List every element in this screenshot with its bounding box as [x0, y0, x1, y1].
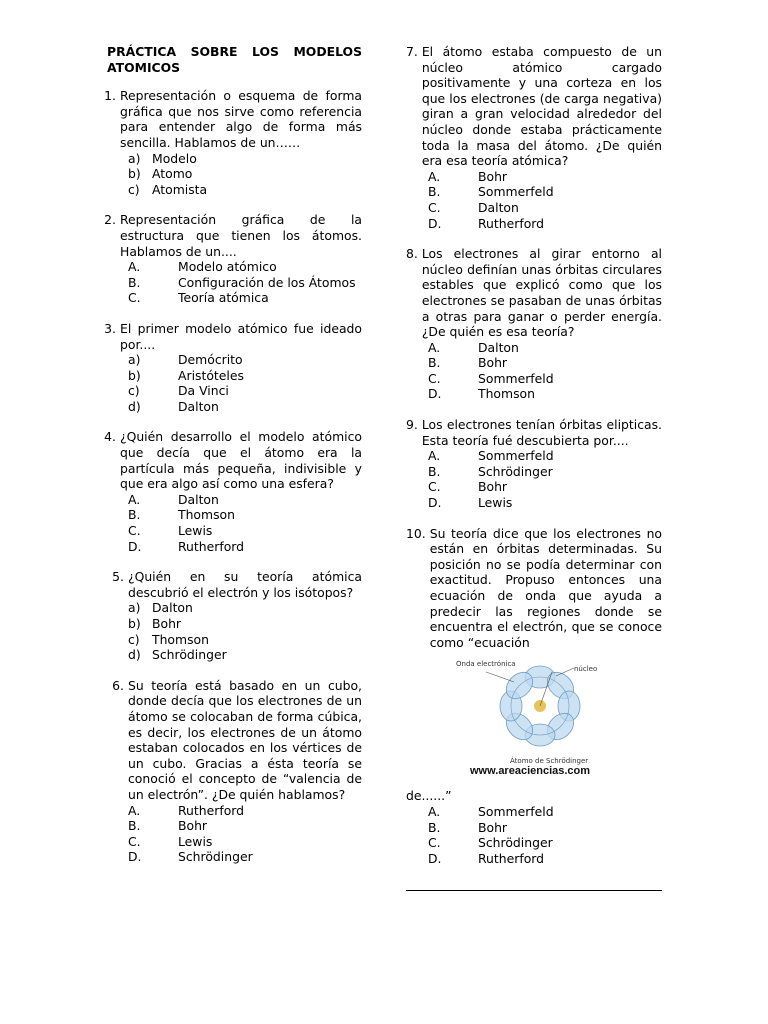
answer-options	[96, 352, 362, 414]
answer-option	[406, 448, 662, 464]
answer-option	[406, 835, 662, 851]
option-value: Thomson	[478, 386, 535, 402]
option-key: B.	[128, 818, 141, 834]
option-value: Schrödinger	[178, 849, 253, 865]
question-text: ¿Quién en su teoría atómica descubrió el electrón y los isótopos?	[128, 569, 362, 600]
answer-options	[96, 259, 362, 306]
answer-option	[96, 290, 362, 306]
label-onda: Onda electrónica	[456, 660, 516, 669]
option-value: Bohr	[478, 168, 508, 184]
bottom-rule	[406, 890, 662, 891]
answer-option	[96, 647, 362, 663]
option-value: Aristóteles	[178, 367, 244, 383]
answer-options	[406, 804, 662, 866]
answer-option	[96, 539, 362, 555]
option-value: Bohr	[478, 355, 508, 371]
option-key: A.	[428, 168, 441, 184]
option-value: Atomo	[152, 166, 193, 182]
answer-options	[406, 448, 662, 510]
answer-option	[406, 386, 662, 402]
option-key: D.	[428, 495, 442, 511]
option-key: C.	[428, 835, 441, 851]
question-text: El primer modelo atómico fue ideado por....	[120, 320, 362, 352]
option-key: C.	[428, 479, 441, 495]
answer-option	[96, 818, 362, 834]
question-number: 7.	[406, 44, 418, 59]
answer-option	[406, 495, 662, 511]
answer-options	[96, 803, 362, 865]
option-key: C.	[128, 523, 141, 539]
question-1	[96, 88, 362, 197]
question-7	[406, 44, 662, 231]
answer-option	[406, 851, 662, 867]
question-text: Su teoría dice que los electrones no están en órbitas determinadas. Su posición no se podía determinar con exactitud. Propuso entonces una ecuación de onda que ayuda a predecir las regiones donde se encuentra el electrón, que se conoce como “ecuación	[429, 525, 662, 650]
option-key: a)	[128, 600, 141, 616]
answer-option	[406, 340, 662, 356]
answer-option	[406, 355, 662, 371]
answer-options	[96, 151, 362, 198]
option-key: c)	[128, 383, 140, 399]
right-question-list	[406, 44, 662, 866]
option-value: Bohr	[178, 818, 208, 834]
option-value: Rutherford	[478, 215, 545, 231]
option-value: Rutherford	[178, 802, 245, 818]
option-value: Dalton	[178, 491, 219, 507]
option-value: Lewis	[178, 833, 213, 849]
answer-option	[406, 479, 662, 495]
option-key: d)	[128, 647, 141, 663]
left-column	[96, 44, 362, 880]
option-key: C.	[128, 833, 141, 849]
question-8	[406, 246, 662, 402]
question-number: 1.	[104, 88, 116, 104]
option-key: D.	[128, 849, 142, 865]
question-text: Su teoría está basado en un cubo, donde decía que los electrones de un átomo se colocaban de forma cúbica, es decir, los electrones de un átomo estaban colocados en los vértices de un cubo. Gracias a ésta teoría se conoció el concepto de “valencia de un electrón”. ¿De quién hablamos?	[128, 677, 362, 802]
answer-option	[96, 383, 362, 399]
option-key: A.	[428, 448, 441, 464]
option-key: A.	[128, 802, 141, 818]
option-key: D.	[428, 215, 442, 231]
answer-option	[96, 166, 362, 182]
option-value: Lewis	[478, 495, 513, 511]
option-value: Schrödinger	[478, 835, 553, 851]
question-text: El átomo estaba compuesto de un núcleo atómico cargado positivamente y una corteza en los que los electrones (de carga negativa) giran a gran velocidad alrededor del núcleo donde estaba prácticamente toda la masa del átomo. ¿De quién era esa teoría atómica?	[421, 44, 662, 169]
answer-option	[406, 820, 662, 836]
answer-option	[96, 399, 362, 415]
option-key: c)	[128, 631, 140, 647]
answer-option	[96, 275, 362, 291]
question-text: ¿Quién desarrollo el modelo atómico que decía que el átomo era la partícula más pequeña, indivisible y que era algo así como una esfera?	[120, 429, 362, 492]
question-6	[96, 678, 362, 865]
question-2	[96, 212, 362, 306]
option-key: C.	[128, 290, 141, 306]
option-key: B.	[128, 274, 141, 290]
answer-option	[96, 507, 362, 523]
option-value: Teoría atómica	[178, 290, 269, 306]
question-10	[406, 526, 662, 867]
answer-option	[406, 371, 662, 387]
option-key: A.	[128, 491, 141, 507]
answer-option	[96, 523, 362, 539]
answer-option	[96, 492, 362, 508]
answer-options	[406, 340, 662, 402]
option-key: A.	[128, 259, 141, 275]
answer-option	[96, 834, 362, 850]
option-value: Bohr	[478, 479, 508, 495]
question-text: Representación gráfica de la estructura que tienen los átomos. Hablamos de un....	[120, 212, 362, 259]
option-value: Configuración de los Átomos	[178, 274, 356, 290]
option-value: Sommerfeld	[478, 448, 554, 464]
right-column	[406, 44, 662, 881]
question-text: Los electrones al girar entorno al núcleo definían unas órbitas circulares estables que explicó como que los electrones se pasaban de unas órbitas a otras para ganar o perder energía. ¿De quién es esa teoría?	[421, 246, 662, 340]
option-key: c)	[128, 181, 140, 197]
option-value: Dalton	[478, 199, 519, 215]
option-key: C.	[428, 199, 441, 215]
option-value: Demócrito	[178, 352, 243, 368]
option-value: Sommerfeld	[478, 184, 554, 200]
left-question-list	[96, 88, 362, 865]
question-number: 3.	[104, 320, 116, 336]
option-value: Schrödinger	[478, 463, 553, 479]
answer-option	[406, 216, 662, 232]
option-value: Atomista	[152, 181, 208, 197]
option-key: D.	[128, 538, 142, 554]
option-value: Dalton	[478, 339, 519, 355]
option-key: B.	[128, 507, 141, 523]
question-number: 6.	[112, 677, 124, 693]
option-value: Modelo	[152, 150, 197, 166]
option-value: Rutherford	[178, 538, 245, 554]
option-key: b)	[128, 166, 141, 182]
question-5	[96, 569, 362, 663]
answer-option	[96, 352, 362, 368]
option-key: b)	[128, 367, 141, 383]
answer-option	[96, 803, 362, 819]
answer-option	[96, 259, 362, 275]
question-number: 2.	[104, 212, 116, 228]
question-continuation: de......”	[406, 788, 452, 804]
answer-option	[96, 849, 362, 865]
question-number: 5.	[112, 569, 124, 585]
question-number: 9.	[406, 417, 418, 433]
answer-option	[406, 200, 662, 216]
option-value: Dalton	[178, 398, 219, 414]
option-key: B.	[428, 355, 441, 371]
option-key: d)	[128, 398, 141, 414]
option-key: a)	[128, 150, 141, 166]
option-value: Sommerfeld	[478, 803, 554, 819]
figure-url: www.areaciencias.com	[470, 765, 591, 778]
answer-option	[96, 616, 362, 632]
answer-options	[96, 492, 362, 554]
question-3	[96, 321, 362, 415]
option-value: Thomson	[178, 507, 235, 523]
option-key: B.	[428, 463, 441, 479]
option-key: C.	[428, 370, 441, 386]
answer-option	[96, 600, 362, 616]
answer-option	[96, 368, 362, 384]
option-value: Thomson	[152, 631, 209, 647]
answer-options	[406, 169, 662, 231]
option-key: A.	[428, 803, 441, 819]
option-value: Schrödinger	[152, 647, 227, 663]
answer-option	[406, 804, 662, 820]
option-value: Dalton	[152, 600, 193, 616]
option-value: Rutherford	[478, 850, 545, 866]
option-value: Modelo atómico	[178, 259, 277, 275]
option-value: Bohr	[478, 819, 508, 835]
question-number: 4.	[104, 429, 116, 445]
question-4	[96, 429, 362, 554]
figure-caption: Átomo de Schrödinger	[510, 757, 589, 766]
option-key: D.	[428, 850, 442, 866]
answer-option	[406, 464, 662, 480]
option-value: Da Vinci	[178, 383, 229, 399]
answer-options	[96, 600, 362, 662]
question-text: Los electrones tenían órbitas elipticas. Esta teoría fué descubierta por....	[421, 417, 662, 448]
question-9	[406, 417, 662, 511]
option-key: A.	[428, 339, 441, 355]
page-title: PRÁCTICA SOBRE LOS MODELOS ATOMICOS	[107, 44, 362, 75]
answer-option	[406, 169, 662, 185]
label-nucleo: núcleo	[574, 665, 598, 674]
option-value: Lewis	[178, 523, 213, 539]
option-value: Sommerfeld	[478, 370, 554, 386]
option-key: D.	[428, 386, 442, 402]
answer-option	[96, 632, 362, 648]
question-text: Representación o esquema de forma gráfica que nos sirve como referencia para entender algo de forma más sencilla. Hablamos de un……	[120, 88, 362, 150]
question-number: 10.	[406, 525, 426, 541]
answer-option	[96, 182, 362, 198]
schrodinger-atom-figure	[456, 658, 608, 782]
option-key: B.	[428, 184, 441, 200]
answer-option	[96, 151, 362, 167]
option-key: a)	[128, 352, 141, 368]
question-number: 8.	[406, 246, 418, 262]
option-key: b)	[128, 616, 141, 631]
option-key: B.	[428, 819, 441, 835]
option-value: Bohr	[152, 616, 182, 631]
answer-option	[406, 184, 662, 200]
